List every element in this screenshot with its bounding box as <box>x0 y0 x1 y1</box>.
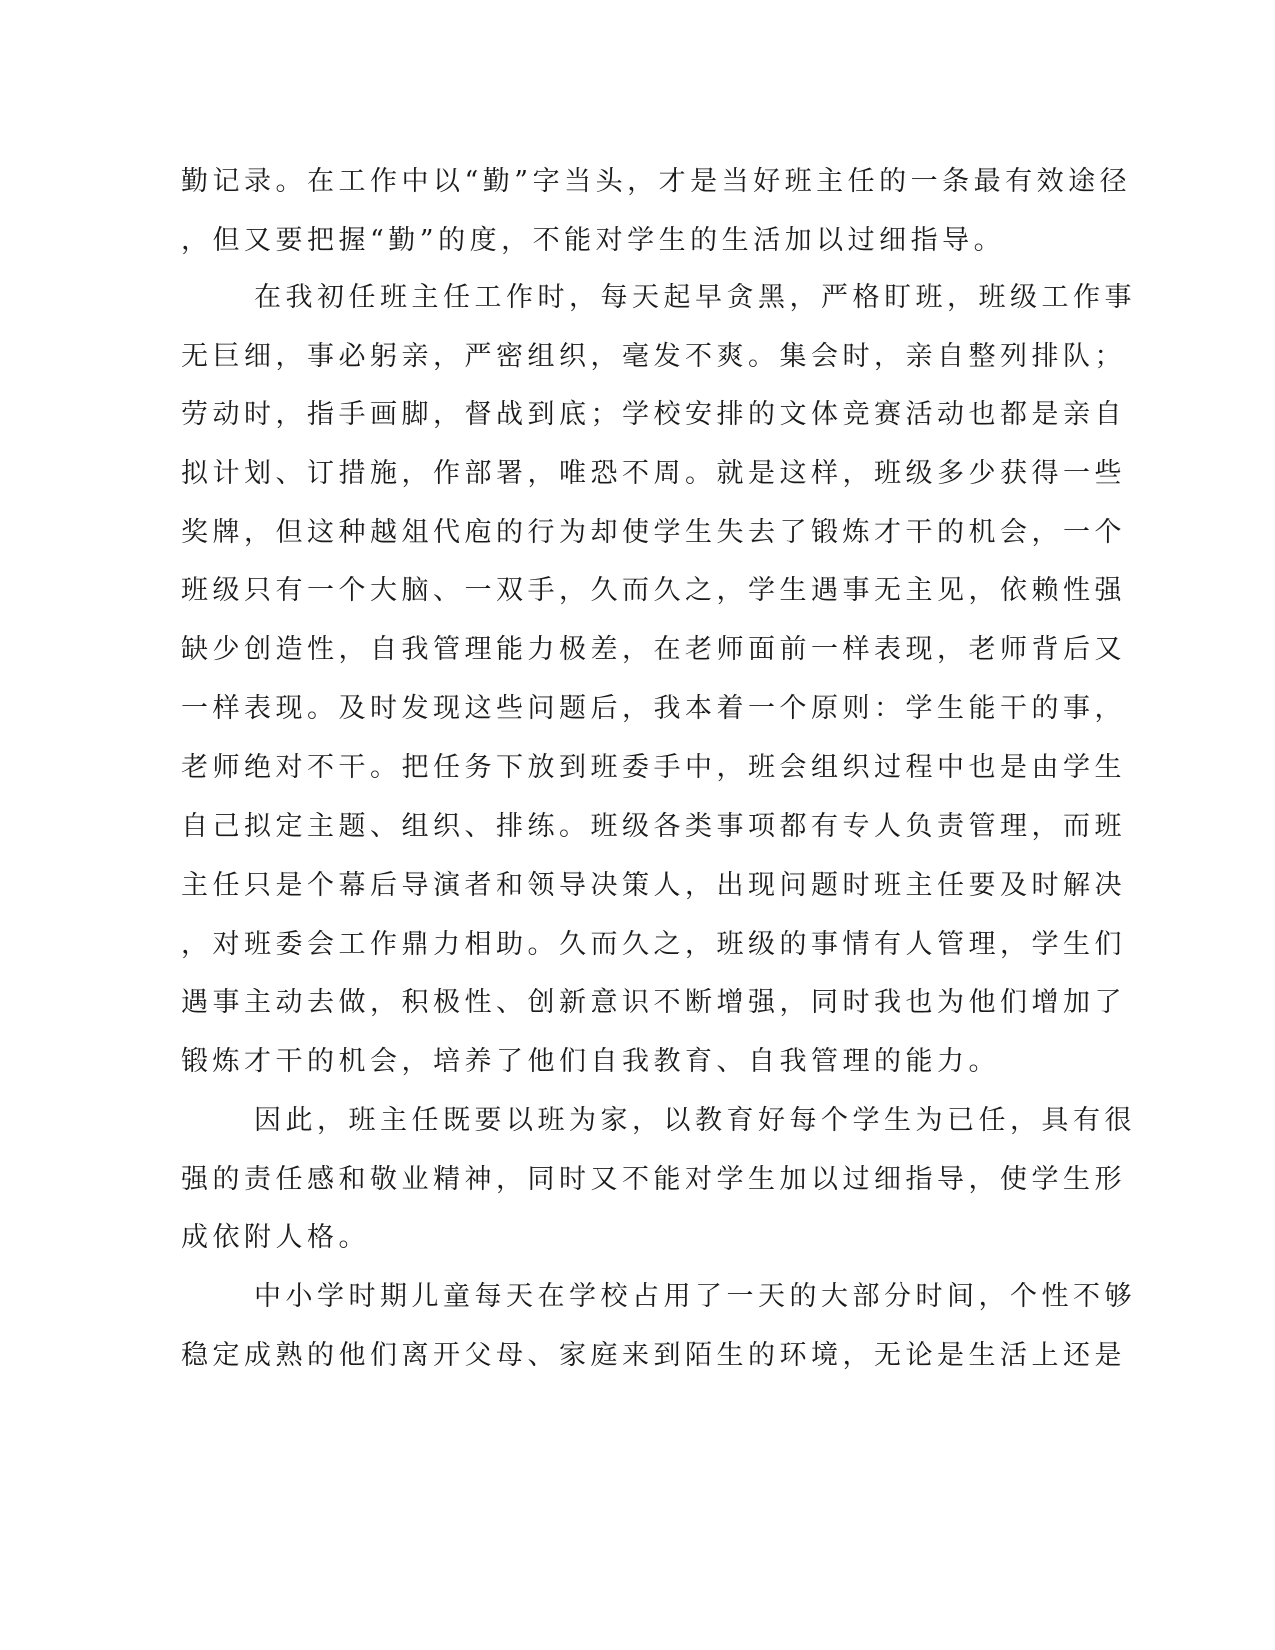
paragraph-2-line-13: 遇事主动去做，积极性、创新意识不断增强，同时我也为他们增加了 <box>181 987 1126 1018</box>
paragraph-2-line-8: 一样表现。及时发现这些问题后，我本着一个原则：学生能干的事， <box>181 693 1126 724</box>
paragraph-2-line-6: 班级只有一个大脑、一双手，久而久之，学生遇事无主见，依赖性强 <box>181 575 1126 606</box>
paragraph-2-line-14: 锻炼才干的机会，培养了他们自我教育、自我管理的能力。 <box>181 1046 1000 1077</box>
paragraph-2-line-5: 奖牌，但这种越俎代庖的行为却使学生失去了锻炼才干的机会，一个 <box>181 517 1126 548</box>
paragraph-2-line-12: ，对班委会工作鼎力相助。久而久之，班级的事情有人管理，学生们 <box>181 929 1126 960</box>
paragraph-2-line-4: 拟计划、订措施，作部署，唯恐不周。就是这样，班级多少获得一些 <box>181 458 1126 489</box>
text-line-1: 勤记录。在工作中以“勤”字当头，才是当好班主任的一条最有效途径 <box>181 166 1132 197</box>
paragraph-2-line-11: 主任只是个幕后导演者和领导决策人，出现问题时班主任要及时解决 <box>181 870 1126 901</box>
text-line-2: ，但又要把握“勤”的度，不能对学生的生活加以过细指导。 <box>181 225 1006 256</box>
paragraph-4-line-2: 稳定成熟的他们离开父母、家庭来到陌生的环境，无论是生活上还是 <box>181 1340 1126 1371</box>
paragraph-2-line-3: 劳动时，指手画脚，督战到底；学校安排的文体竞赛活动也都是亲自 <box>181 399 1126 430</box>
paragraph-3-line-1: 因此，班主任既要以班为家，以教育好每个学生为已任，具有很 <box>254 1105 1136 1136</box>
paragraph-3-line-3: 成依附人格。 <box>181 1222 370 1253</box>
paragraph-2-line-9: 老师绝对不干。把任务下放到班委手中，班会组织过程中也是由学生 <box>181 752 1126 783</box>
paragraph-2-line-7: 缺少创造性，自我管理能力极差，在老师面前一样表现，老师背后又 <box>181 634 1126 665</box>
paragraph-4-line-1: 中小学时期儿童每天在学校占用了一天的大部分时间，个性不够 <box>254 1281 1136 1312</box>
paragraph-2-line-1: 在我初任班主任工作时，每天起早贪黑，严格盯班，班级工作事 <box>254 282 1136 313</box>
paragraph-2-line-10: 自己拟定主题、组织、排练。班级各类事项都有专人负责管理，而班 <box>181 811 1126 842</box>
paragraph-2-line-2: 无巨细，事必躬亲，严密组织，毫发不爽。集会时，亲自整列排队； <box>181 341 1126 372</box>
paragraph-3-line-2: 强的责任感和敬业精神，同时又不能对学生加以过细指导，使学生形 <box>181 1164 1126 1195</box>
